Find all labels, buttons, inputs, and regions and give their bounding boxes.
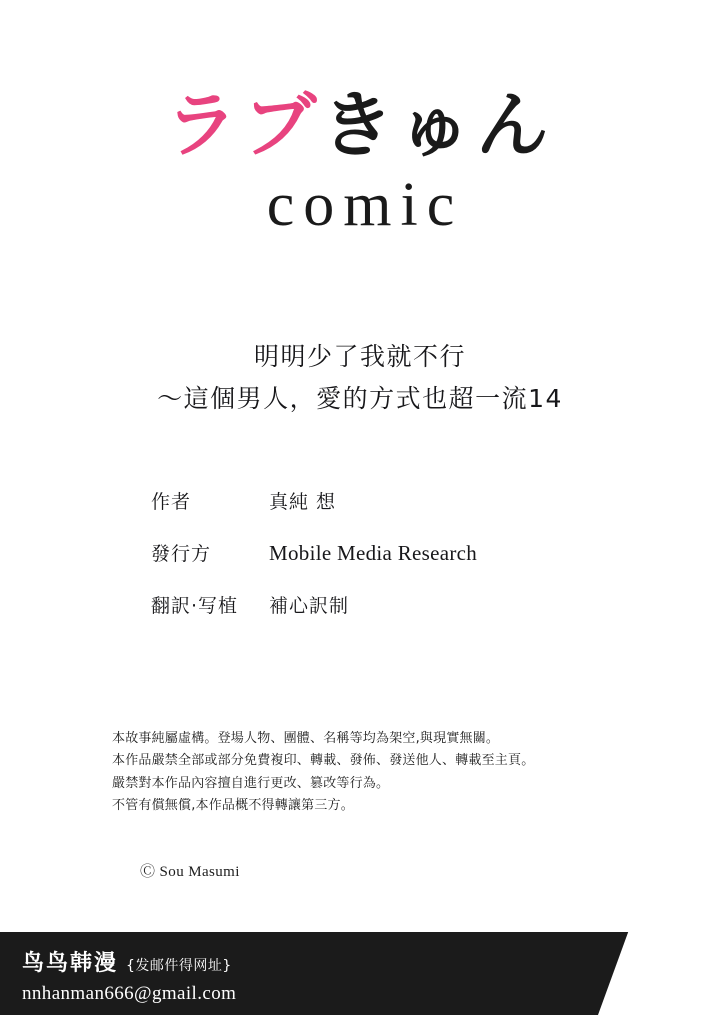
notice-line-3: 嚴禁對本作品內容擅自進行更改、篡改等行為。 [112,775,390,791]
credit-label: 翻訳·写植 [151,595,239,617]
legal-notice [112,728,632,817]
logo-jp-part1: ラブ [162,83,324,167]
title-line-2: ～這個男人，愛的方式也超一流14 [157,384,563,413]
logo-japanese-text [0,83,720,167]
logo-jp-part2: きゅん [318,83,558,167]
title-line-1: 明明少了我就不行 [253,342,466,371]
credit-label: 發行方 [151,543,212,565]
footer-brand-row [22,946,236,977]
work-title [0,336,720,420]
credit-value: 真純 想 [269,491,337,513]
credits-list [0,487,720,643]
footer-brand-name: 鸟鸟韩漫 [22,951,119,976]
notice-line-2: 本作品嚴禁全部或部分免費複印、轉載、發佈、發送他人、轉載至主頁。 [112,753,535,769]
credit-label: 作者 [151,491,192,513]
notice-line-1: 本故事純屬虛構。登場人物、團體、名稱等均為架空,與現實無關。 [112,731,500,746]
credit-value: 補心訳制 [269,595,350,617]
footer-tagline: {发邮件得网址} [126,958,232,974]
credit-value: Mobile Media Research [269,541,478,565]
credit-row-publisher [0,539,720,566]
logo-latin-text: comic [266,170,464,239]
credit-row-author [0,487,720,514]
scanlation-footer-banner [0,932,720,1015]
footer-content [22,946,236,1005]
copyright-line: Ⓒ Sou Masumi [140,864,240,880]
credit-row-translation [0,591,720,618]
notice-line-4: 不管有償無償,本作品概不得轉讓第三方。 [112,798,354,814]
footer-email: nnhanman666@gmail.com [22,983,237,1004]
magazine-logo [0,83,720,241]
